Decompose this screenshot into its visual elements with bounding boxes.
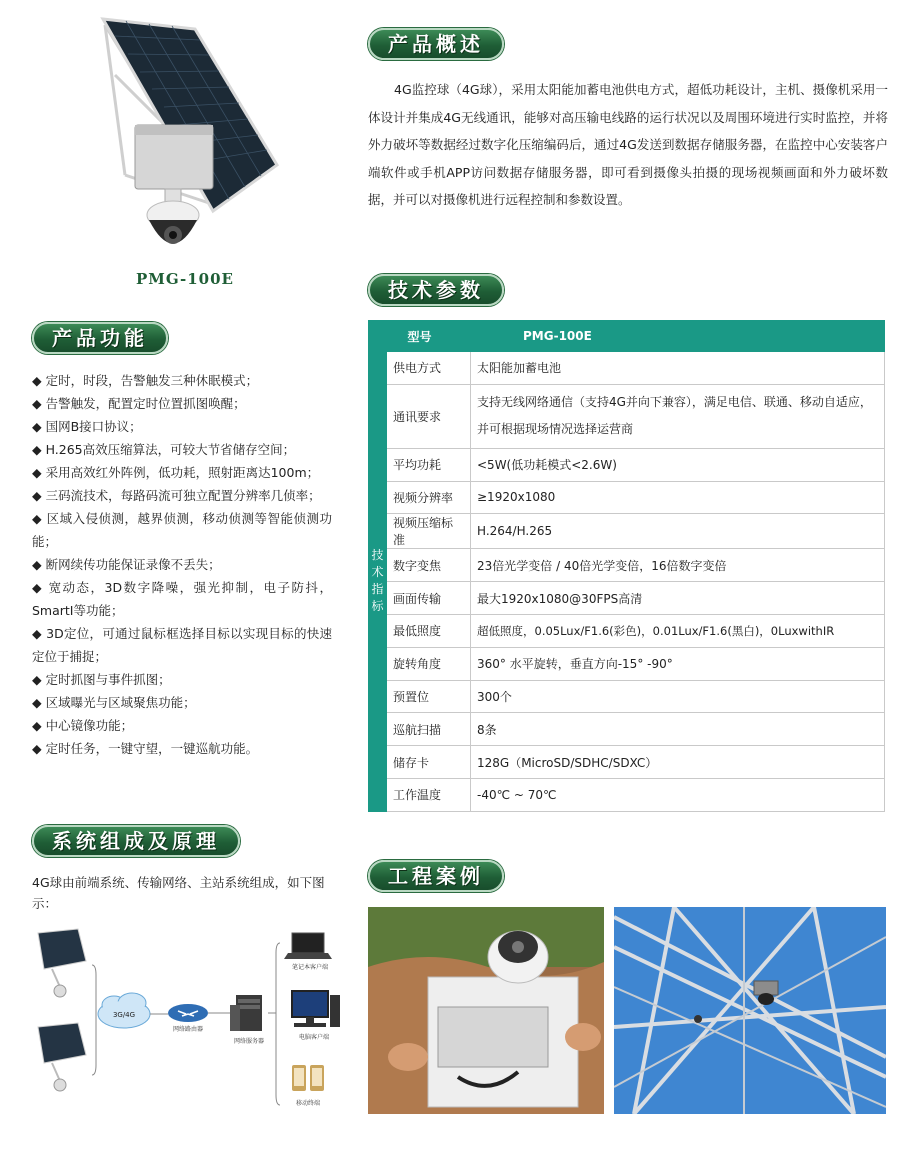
spec-key: 视频分辨率 [387, 481, 471, 514]
list-item: ◆ 定时，时段，告警触发三种休眠模式； [32, 373, 259, 388]
spec-key: 供电方式 [387, 352, 471, 385]
table-row [369, 778, 885, 811]
table-row [369, 352, 885, 385]
spec-key: 旋转角度 [387, 647, 471, 680]
spec-key: 通讯要求 [387, 384, 471, 448]
table-row [369, 614, 885, 647]
overview-paragraph: 4G监控球（4G球），采用太阳能加蓄电池供电方式，超低功耗设计，主机、摄像机采用一体设计并集成4G无线通讯，能够对高压输电线路的运行状况以及周围环境进行实时监控，并将外力破坏等数据经过数字化压缩编码后，通过4G发送到数据存储服务器，在监控中心安装客户端软件或手机APP访问数据存储服务器，即可看到摄像头拍摄的现场视频画面和外力破坏数据，并可以对摄像机进行远程控制和参数设置。 [368, 82, 888, 207]
spec-value: <5W(低功耗模式<2.6W) [471, 448, 885, 481]
spec-value: 太阳能加蓄电池 [471, 352, 885, 385]
spec-key: 最低照度 [387, 614, 471, 647]
table-row [369, 746, 885, 779]
spec-value: 支持无线网络通信（支持4G并向下兼容），满足电信、联通、移动自适应，并可根据现场情况选择运营商 [471, 384, 885, 448]
mobile-label: 移动终端 [295, 1100, 321, 1107]
list-item: ◆ 三码流技术，每路码流可独立配置分辨率几侦率； [32, 488, 321, 503]
spec-value: ≥1920x1080 [471, 481, 885, 514]
server-icon [230, 995, 262, 1031]
side-label: 技术指标 [369, 352, 387, 812]
list-item: ◆ 3D定位，可通过鼠标框选择目标以实现目标的快速定位于捕捉； [32, 626, 332, 664]
spec-value: 8条 [471, 713, 885, 746]
router-label: 网络路由器 [172, 1026, 204, 1033]
spec-key: 工作温度 [387, 778, 471, 811]
spec-key: 数字变焦 [387, 549, 471, 582]
list-item: ◆ 采用高效红外阵例，低功耗，照射距离达100m； [32, 465, 320, 480]
cloud-label: 3G/4G [112, 1011, 136, 1019]
header-value: PMG-100E [471, 321, 885, 352]
list-item: ◆ H.265高效压缩算法，可较大节省储存空间； [32, 442, 296, 457]
spec-value: 23倍光学变倍 / 40倍光学变倍，16倍数字变倍 [471, 549, 885, 582]
solar-camera-unit-icon [38, 929, 86, 997]
table-row [369, 582, 885, 615]
solar-camera-unit-icon [38, 1023, 86, 1091]
table-row [369, 448, 885, 481]
list-item: ◆ 区域曝光与区域聚焦功能； [32, 695, 196, 710]
list-item: ◆ 国网B接口协议； [32, 419, 142, 434]
spec-value: 超低照度，0.05Lux/F1.6(彩色)，0.01Lux/F1.6(黑白)，0LuxwithIR [471, 614, 885, 647]
product-image [95, 15, 285, 255]
spec-key: 巡航扫描 [387, 713, 471, 746]
spec-key: 画面传输 [387, 582, 471, 615]
table-row [369, 514, 885, 549]
features-list [32, 369, 332, 760]
table-row [369, 384, 885, 448]
laptop-icon [284, 933, 332, 959]
section-overview-title: 产品概述 [368, 28, 504, 60]
table-row [369, 481, 885, 514]
spec-value: 300个 [471, 680, 885, 713]
list-item: ◆ 定时抓图与事件抓图； [32, 672, 171, 687]
case-photo-installation [368, 907, 604, 1114]
system-description: 4G球由前端系统、传输网络、主站系统组成，如下图示： [32, 875, 325, 911]
spec-value: H.264/H.265 [471, 514, 885, 549]
table-header-row [369, 321, 885, 352]
section-system-title: 系统组成及原理 [32, 825, 240, 857]
spec-value: 360° 水平旋转，垂直方向-15° -90° [471, 647, 885, 680]
desktop-pc-icon [292, 991, 340, 1027]
section-features-title: 产品功能 [32, 322, 168, 354]
spec-key: 视频压缩标准 [387, 514, 471, 549]
spec-value: 128G（MicroSD/SDHC/SDXC） [471, 746, 885, 779]
table-row [369, 549, 885, 582]
section-cases-title: 工程案例 [368, 860, 504, 892]
list-item: ◆ 告警触发，配置定时位置抓图唤醒； [32, 396, 246, 411]
spec-value: -40℃ ~ 70℃ [471, 778, 885, 811]
table-row [369, 680, 885, 713]
case-photo-tower [614, 907, 886, 1114]
spec-value: 最大1920x1080@30FPS高清 [471, 582, 885, 615]
spec-key: 储存卡 [387, 746, 471, 779]
list-item: ◆ 断网续传功能保证录像不丢失； [32, 557, 221, 572]
table-row [369, 647, 885, 680]
model-caption: PMG-100E [136, 270, 234, 288]
list-item: ◆ 中心镜像功能； [32, 718, 134, 733]
list-item: ◆ 区域入侵侦测，越界侦测，移动侦测等智能侦测功能； [32, 511, 332, 549]
header-key: 型号 [369, 321, 471, 352]
table-row [369, 713, 885, 746]
section-params-title: 技术参数 [368, 274, 504, 306]
laptop-label: 笔记本客户端 [291, 964, 329, 971]
system-diagram [30, 925, 360, 1120]
spec-key: 平均功耗 [387, 448, 471, 481]
router-icon [168, 1004, 208, 1022]
pc-label: 电脑客户端 [298, 1034, 330, 1041]
mobile-phone-icon [292, 1065, 324, 1091]
spec-key: 预置位 [387, 680, 471, 713]
list-item: ◆ 定时任务，一键守望，一键巡航功能。 [32, 741, 259, 756]
list-item: ◆ 宽动态，3D数字降噪，强光抑制，电子防抖，SmartI等功能； [32, 580, 332, 618]
server-label: 网络服务器 [233, 1038, 265, 1045]
spec-table [368, 320, 885, 812]
